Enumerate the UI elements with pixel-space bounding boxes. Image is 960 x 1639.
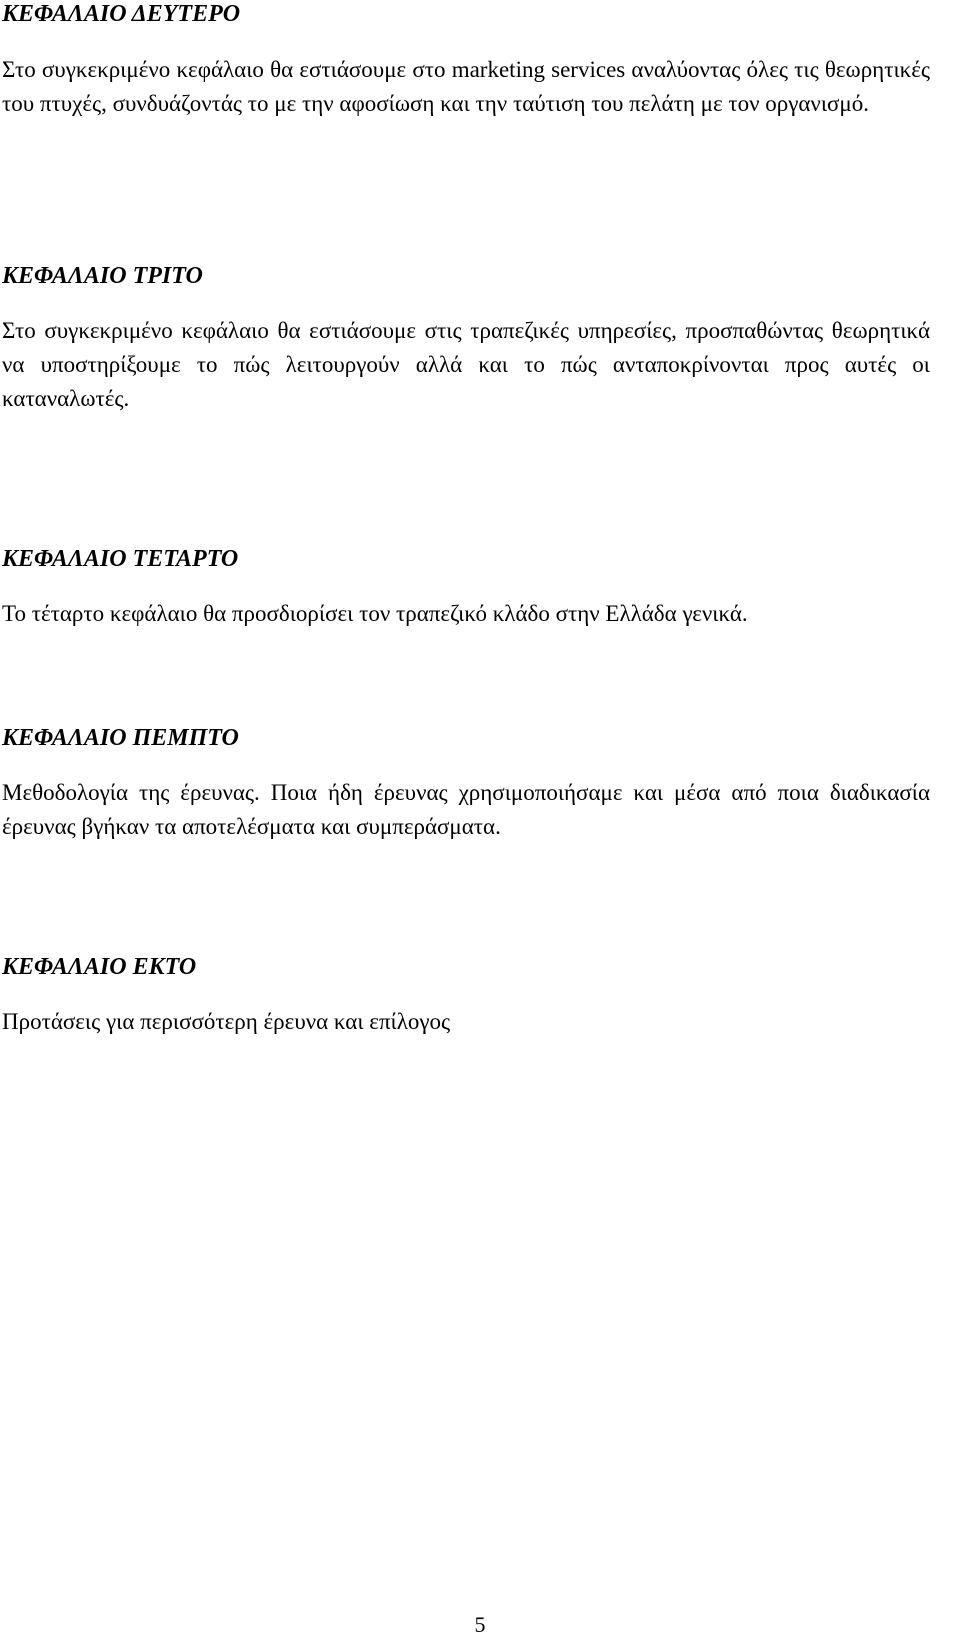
section-heading: ΚΕΦΑΛΑΙΟ ΤΕΤΑΡΤΟ (2, 546, 239, 572)
section-chapter-six (2, 953, 930, 1034)
section-chapter-four (2, 545, 930, 626)
section-heading: ΚΕΦΑΛΑΙΟ ΤΡΙΤΟ (2, 263, 203, 289)
section-heading: ΚΕΦΑΛΑΙΟ ΕΚΤΟ (2, 954, 197, 980)
section-paragraph: Στο συγκεκριμένο κεφάλαιο θα εστιάσουμε στις τραπεζικές υπηρεσίες, προσπαθώντας θεωρητικά να υποστηρίξουμε το πώς λειτουργούν αλλά και το πώς ανταποκρίνονται προς αυτές οι καταναλωτές. (2, 318, 930, 411)
section-paragraph: Στο συγκεκριμένο κεφάλαιο θα εστιάσουμε στο marketing services αναλύοντας όλες τις θεωρητικές του πτυχές, συνδυάζοντάς το με την αφοσίωση και την ταύτιση του πελάτη με τον οργανισμό. (2, 57, 930, 116)
section-heading: ΚΕΦΑΛΑΙΟ ΠΕΜΠΤΟ (2, 725, 239, 751)
page-number: 5 (474, 1612, 486, 1637)
section-chapter-five (2, 724, 930, 839)
section-heading: ΚΕΦΑΛΑΙΟ ΔΕΥΤΕΡΟ (2, 1, 241, 27)
section-paragraph: Μεθοδολογία της έρευνας. Ποια ήδη έρευνας χρησιμοποιήσαμε και μέσα από ποια διαδικασία έρευνας βγήκαν τα αποτελέσματα και συμπεράσματα. (2, 780, 930, 839)
section-chapter-two (2, 0, 930, 116)
section-paragraph: Το τέταρτο κεφάλαιο θα προσδιορίσει τον τραπεζικό κλάδο στην Ελλάδα γενικά. (2, 601, 748, 626)
section-paragraph: Προτάσεις για περισσότερη έρευνα και επίλογος (2, 1009, 451, 1034)
section-chapter-three (2, 262, 930, 411)
